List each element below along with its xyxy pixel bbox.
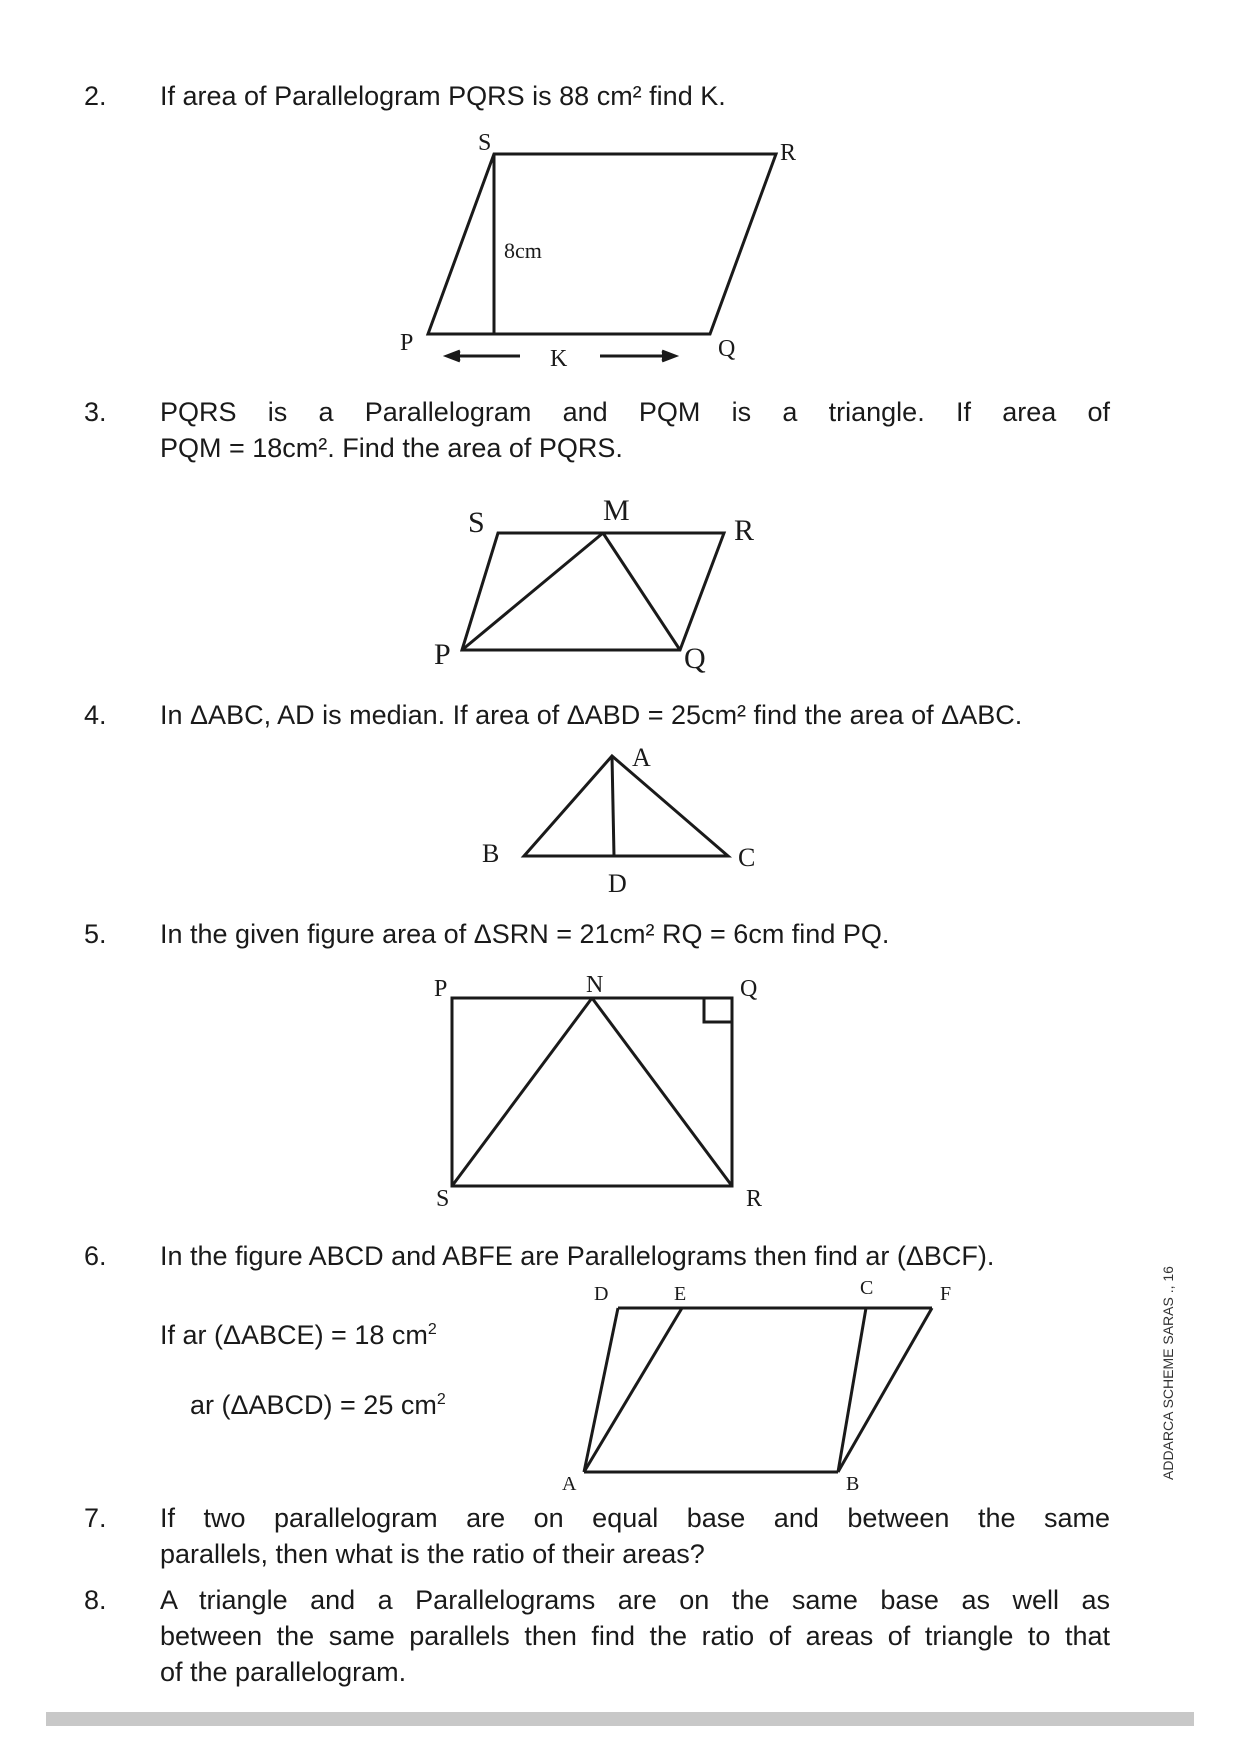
label-r: R (746, 1186, 763, 1212)
label-p: P (400, 330, 414, 356)
question-4-text: In ΔABC, AD is median. If area of ΔABD = 25cm² find the area of ΔABC. (160, 700, 1023, 730)
label-r: R (780, 140, 797, 166)
label-m: M (603, 494, 630, 527)
question-3-line2: PQM = 18cm². Find the area of PQRS. (160, 433, 623, 463)
label-q: Q (740, 976, 758, 1002)
label-base-k: K (550, 346, 568, 372)
label-e: E (674, 1283, 687, 1305)
label-c: C (738, 843, 756, 872)
question-6-number: 6. (84, 1241, 107, 1271)
question-8-line2: between the same parallels then find the ratio of areas of triangle to that (160, 1621, 1110, 1651)
question-8-line1: A triangle and a Parallelograms are on the same base as well as (160, 1585, 1110, 1615)
label-height: 8cm (504, 238, 542, 263)
question-8-number: 8. (84, 1585, 107, 1615)
label-q: Q (684, 642, 706, 675)
question-2-number: 2. (84, 81, 107, 111)
question-2-text: If area of Parallelogram PQRS is 88 cm² find K. (160, 81, 726, 111)
question-3-line1: PQRS is a Parallelogram and PQM is a triangle. If area of (160, 397, 1110, 427)
question-6-text: In the figure ABCD and ABFE are Parallelograms then find ar (ΔBCF). (160, 1241, 995, 1271)
question-5-text: In the given figure area of ΔSRN = 21cm² RQ = 6cm find PQ. (160, 919, 890, 949)
question-7-number: 7. (84, 1503, 107, 1533)
label-d: D (608, 869, 627, 898)
label-f: F (940, 1283, 952, 1305)
label-s: S (468, 506, 485, 539)
question-3-number: 3. (84, 397, 107, 427)
label-r: R (734, 514, 755, 547)
footer-divider-bar (46, 1712, 1194, 1726)
question-8-line3: of the parallelogram. (160, 1657, 407, 1687)
question-6-condition-1: If ar (ΔABCE) = 18 $cm^2$ (160, 1320, 437, 1350)
question-4-number: 4. (84, 700, 107, 730)
question-6-condition-2: ar (ΔABCD) = 25 $cm^2$ (190, 1390, 446, 1420)
label-c: C (860, 1277, 874, 1299)
line-ae (584, 1308, 682, 1472)
question-5-number: 5. (84, 919, 107, 949)
question-7-line2: parallels, then what is the ratio of their areas? (160, 1539, 705, 1569)
label-a: A (562, 1473, 577, 1495)
margin-side-text: ADDARCA SCHEME SARAS ., 16 (1160, 1266, 1176, 1480)
label-b: B (482, 839, 500, 868)
label-q: Q (718, 336, 736, 362)
label-b: B (846, 1473, 860, 1495)
question-7-line1: If two parallelogram are on equal base and between the same (160, 1503, 1110, 1533)
label-p: P (434, 638, 451, 671)
label-s: S (436, 1186, 450, 1212)
label-s: S (478, 130, 492, 156)
label-p: P (434, 976, 448, 1002)
label-a: A (632, 743, 651, 772)
line-ad (584, 1308, 618, 1472)
label-n: N (586, 972, 604, 998)
label-d: D (594, 1283, 609, 1305)
